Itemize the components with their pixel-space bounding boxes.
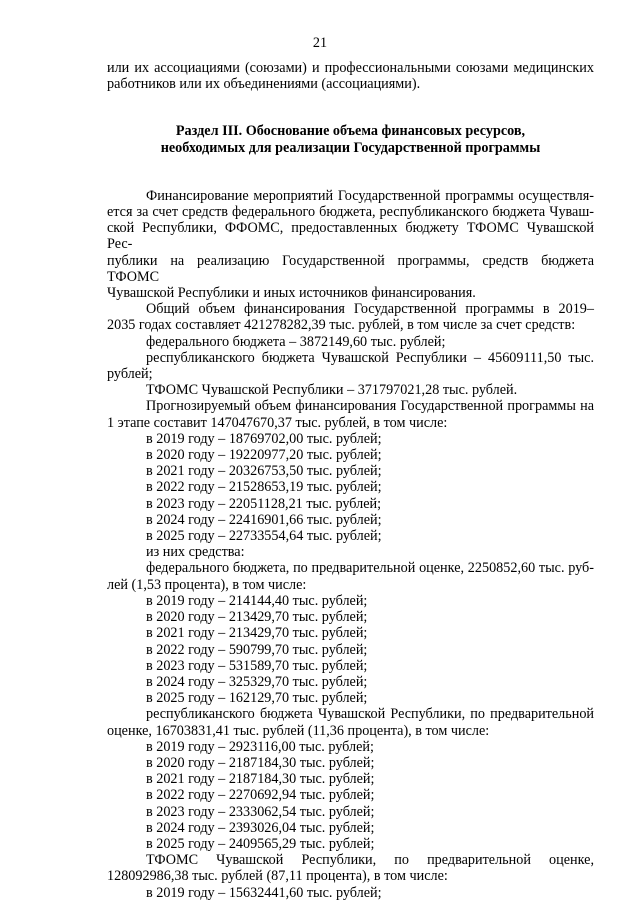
- year-item: в 2022 году – 590799,70 тыс. рублей;: [146, 641, 368, 658]
- paragraph-line: ской Республики, ФФОМС, предоставленных бюджету ТФОМС Чувашской Рес-: [107, 220, 594, 253]
- republic-intro: республиканского бюджета Чувашской Республики, по предварительной: [146, 706, 594, 723]
- year-item: в 2025 году – 22733554,64 тыс. рублей;: [146, 528, 382, 545]
- document-body: [107, 60, 594, 901]
- paragraph-line: Финансирование мероприятий Государственной программы осуществля-: [146, 187, 594, 204]
- source-republic: республиканского бюджета Чувашской Республики – 45609111,50 тыс.: [146, 349, 594, 366]
- paragraph-line: Прогнозируемый объем финансирования Государственной программы на: [146, 398, 594, 415]
- paragraph-line: 1 этапе составит 147047670,37 тыс. рублей, в том числе:: [107, 414, 448, 431]
- year-item: в 2024 году – 325329,70 тыс. рублей;: [146, 673, 368, 690]
- year-item: в 2025 году – 162129,70 тыс. рублей;: [146, 690, 368, 707]
- source-republic: рублей;: [107, 366, 153, 383]
- year-item: в 2022 году – 21528653,19 тыс. рублей;: [146, 479, 382, 496]
- page-number: 21: [312, 35, 328, 51]
- year-item: в 2019 году – 18769702,00 тыс. рублей;: [146, 430, 382, 447]
- year-item: в 2019 году – 214144,40 тыс. рублей;: [146, 592, 368, 609]
- year-item: в 2020 году – 19220977,20 тыс. рублей;: [146, 447, 382, 464]
- paragraph-line: 2035 годах составляет 421278282,39 тыс. рублей, в том числе за счет средств:: [107, 317, 576, 334]
- paragraph-line: ется за счет средств федерального бюджета, республиканского бюджета Чуваш-: [107, 204, 594, 221]
- paragraph-line: Общий объем финансирования Государственной программы в 2019–: [146, 301, 594, 318]
- year-item: в 2022 году – 2270692,94 тыс. рублей;: [146, 787, 375, 804]
- section-heading-line: Раздел III. Обоснование объема финансовых ресурсов,: [175, 123, 526, 140]
- year-item: в 2023 году – 2333062,54 тыс. рублей;: [146, 803, 375, 820]
- year-item: в 2023 году – 22051128,21 тыс. рублей;: [146, 495, 382, 512]
- tfoms-intro: ТФОМС Чувашской Республики, по предварительной оценке,: [146, 852, 594, 869]
- year-item: в 2023 году – 531589,70 тыс. рублей;: [146, 657, 368, 674]
- year-item: в 2021 году – 213429,70 тыс. рублей;: [146, 625, 368, 642]
- year-item: в 2020 году – 2187184,30 тыс. рублей;: [146, 754, 375, 771]
- source-federal: федерального бюджета – 3872149,60 тыс. рублей;: [146, 333, 446, 350]
- year-item: в 2024 году – 2393026,04 тыс. рублей;: [146, 819, 375, 836]
- intro-line: или их ассоциациями (союзами) и профессиональными союзами медицинских: [107, 60, 594, 76]
- intro-line: работников или их объединениями (ассоциациями).: [107, 76, 421, 93]
- federal-intro: федерального бюджета, по предварительной оценке, 2250852,60 тыс. руб-: [146, 560, 594, 577]
- paragraph-line: Чувашской Республики и иных источников финансирования.: [107, 285, 476, 302]
- year-item: в 2019 году – 2923116,00 тыс. рублей;: [146, 738, 374, 755]
- year-item: в 2020 году – 213429,70 тыс. рублей;: [146, 609, 368, 626]
- year-item: в 2021 году – 20326753,50 тыс. рублей;: [146, 463, 382, 480]
- source-tfoms: ТФОМС Чувашской Республики – 371797021,28 тыс. рублей.: [146, 382, 518, 399]
- section-heading-line: необходимых для реализации Государственной программы: [160, 139, 541, 156]
- of-which-label: из них средства:: [146, 544, 245, 561]
- year-item: в 2025 году – 2409565,29 тыс. рублей;: [146, 835, 375, 852]
- paragraph-line: публики на реализацию Государственной программы, средств бюджета ТФОМС: [107, 252, 594, 285]
- republic-intro: оценке, 16703831,41 тыс. рублей (11,36 процента), в том числе:: [107, 722, 490, 739]
- federal-intro: лей (1,53 процента), в том числе:: [107, 576, 307, 593]
- year-item: в 2024 году – 22416901,66 тыс. рублей;: [146, 511, 382, 528]
- section-heading: [107, 123, 594, 155]
- tfoms-intro: 128092986,38 тыс. рублей (87,11 процента), в том числе:: [107, 868, 448, 885]
- year-item: в 2021 году – 2187184,30 тыс. рублей;: [146, 771, 375, 788]
- year-item: в 2019 году – 15632441,60 тыс. рублей;: [146, 884, 382, 901]
